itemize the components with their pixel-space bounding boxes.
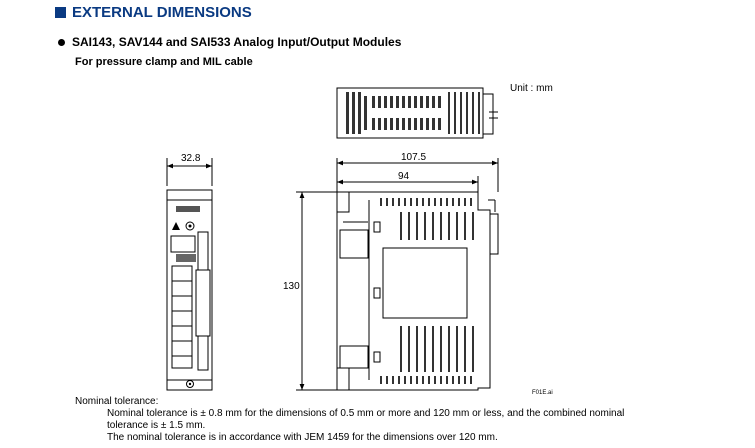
module-subtitle-text: SAI143, SAV144 and SAI533 Analog Input/Output Modules bbox=[72, 35, 402, 49]
notes-line-3: The nominal tolerance is in accordance with JEM 1459 for the dimensions over 120 mm. bbox=[107, 432, 498, 443]
top-view bbox=[337, 88, 498, 138]
tolerance-notes bbox=[75, 396, 624, 444]
section-title-text: EXTERNAL DIMENSIONS bbox=[72, 4, 252, 21]
front-view bbox=[167, 158, 212, 390]
notes-line-2: tolerance is ± 1.5 mm. bbox=[107, 420, 206, 431]
cable-type-heading: For pressure clamp and MIL cable bbox=[75, 56, 253, 68]
dim-depth-total: 107.5 bbox=[401, 152, 427, 163]
notes-heading: Nominal tolerance: bbox=[75, 396, 159, 407]
dim-width-front: 32.8 bbox=[181, 153, 201, 164]
side-view bbox=[296, 158, 498, 390]
figure-id: F01E.ai bbox=[532, 390, 553, 396]
unit-label: Unit : mm bbox=[510, 83, 553, 94]
dim-height: 130 bbox=[283, 281, 300, 292]
dim-depth-body: 94 bbox=[398, 171, 410, 182]
notes-line-1: Nominal tolerance is ± 0.8 mm for the dimensions of 0.5 mm or more and 120 mm or less, and the combined nominal bbox=[107, 408, 625, 419]
